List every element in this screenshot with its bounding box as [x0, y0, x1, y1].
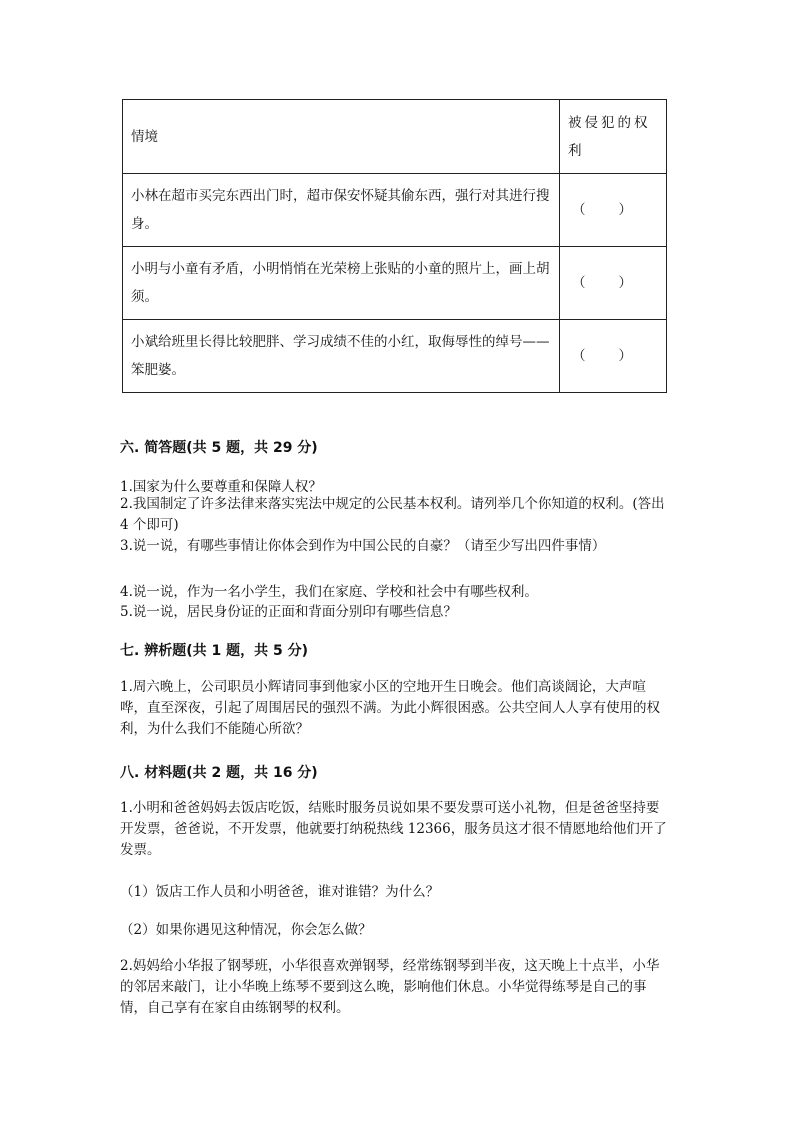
table-row — [123, 174, 667, 247]
question-6-5: 5.说一说，居民身份证的正面和背面分别印有哪些信息？ — [120, 604, 457, 620]
header-violated-right: 被侵犯的权利 — [560, 100, 667, 174]
paren-close: ） — [618, 275, 632, 291]
question-6-3: 3.说一说，有哪些事情让你体会到作为中国公民的自豪？（请至少写出四件事情） — [120, 538, 606, 554]
header-situation: 情境 — [123, 100, 560, 174]
question-7-1: 1.周六晚上，公司职员小辉请同事到他家小区的空地开生日晚会。他们高谈阔论，大声喧哗，直至深夜，引起了周围居民的强烈不满。为此小辉很困惑。公共空间人人享有使用的权利，为什么我们不能随心所欲？ — [120, 679, 660, 737]
question-6-2: 2.我国制定了许多法律来落实宪法中规定的公民基本权利。请列举几个你知道的权利。(答出 4 个即可) — [120, 496, 665, 533]
table-row — [123, 247, 667, 320]
question-8-1: 1.小明和爸爸妈妈去饭店吃饭，结账时服务员说如果不要发票可送小礼物，但是爸爸坚持要开发票，爸爸说，不开发票，他就要打纳税热线 12366，服务员这才很不情愿地给他们开了发票。 — [120, 800, 667, 858]
paren-open: （ — [572, 202, 586, 218]
paren-close: ） — [618, 202, 632, 218]
paren-close: ） — [618, 348, 632, 364]
answer-cell[interactable] — [560, 174, 667, 247]
situation-cell: 小明与小童有矛盾，小明悄悄在光荣榜上张贴的小童的照片上，画上胡须。 — [123, 247, 560, 320]
question-8-1-sub2: （2）如果你遇见这种情况，你会怎么做？ — [120, 922, 372, 938]
answer-cell[interactable] — [560, 247, 667, 320]
paren-open: （ — [572, 275, 586, 291]
answer-cell[interactable] — [560, 320, 667, 393]
table-row — [123, 320, 667, 393]
question-8-1-sub1: （1）饭店工作人员和小明爸爸，谁对谁错？为什么？ — [120, 884, 440, 900]
question-6-4: 4.说一说，作为一名小学生，我们在家庭、学校和社会中有哪些权利。 — [120, 584, 538, 600]
paren-open: （ — [572, 348, 586, 364]
section-6-title: 六. 简答题(共 5 题，共 29 分) — [120, 440, 318, 456]
situation-cell: 小斌给班里长得比较肥胖、学习成绩不佳的小红，取侮辱性的绰号——笨肥婆。 — [123, 320, 560, 393]
situation-cell: 小林在超市买完东西出门时，超市保安怀疑其偷东西，强行对其进行搜身。 — [123, 174, 560, 247]
section-8-title: 八. 材料题(共 2 题，共 16 分) — [120, 765, 318, 781]
table-header-row — [123, 100, 667, 174]
situation-rights-table — [122, 99, 667, 393]
question-6-1: 1.国家为什么要尊重和保障人权？ — [120, 479, 322, 495]
question-8-2: 2.妈妈给小华报了钢琴班，小华很喜欢弹钢琴，经常练钢琴到半夜，这天晚上十点半，小华的邻居来敲门，让小华晚上练琴不要到这么晚，影响他们休息。小华觉得练琴是自己的事情，自己享有在家自由练钢琴的权利。 — [120, 958, 660, 1016]
section-7-title: 七. 辨析题(共 1 题，共 5 分) — [120, 643, 308, 659]
